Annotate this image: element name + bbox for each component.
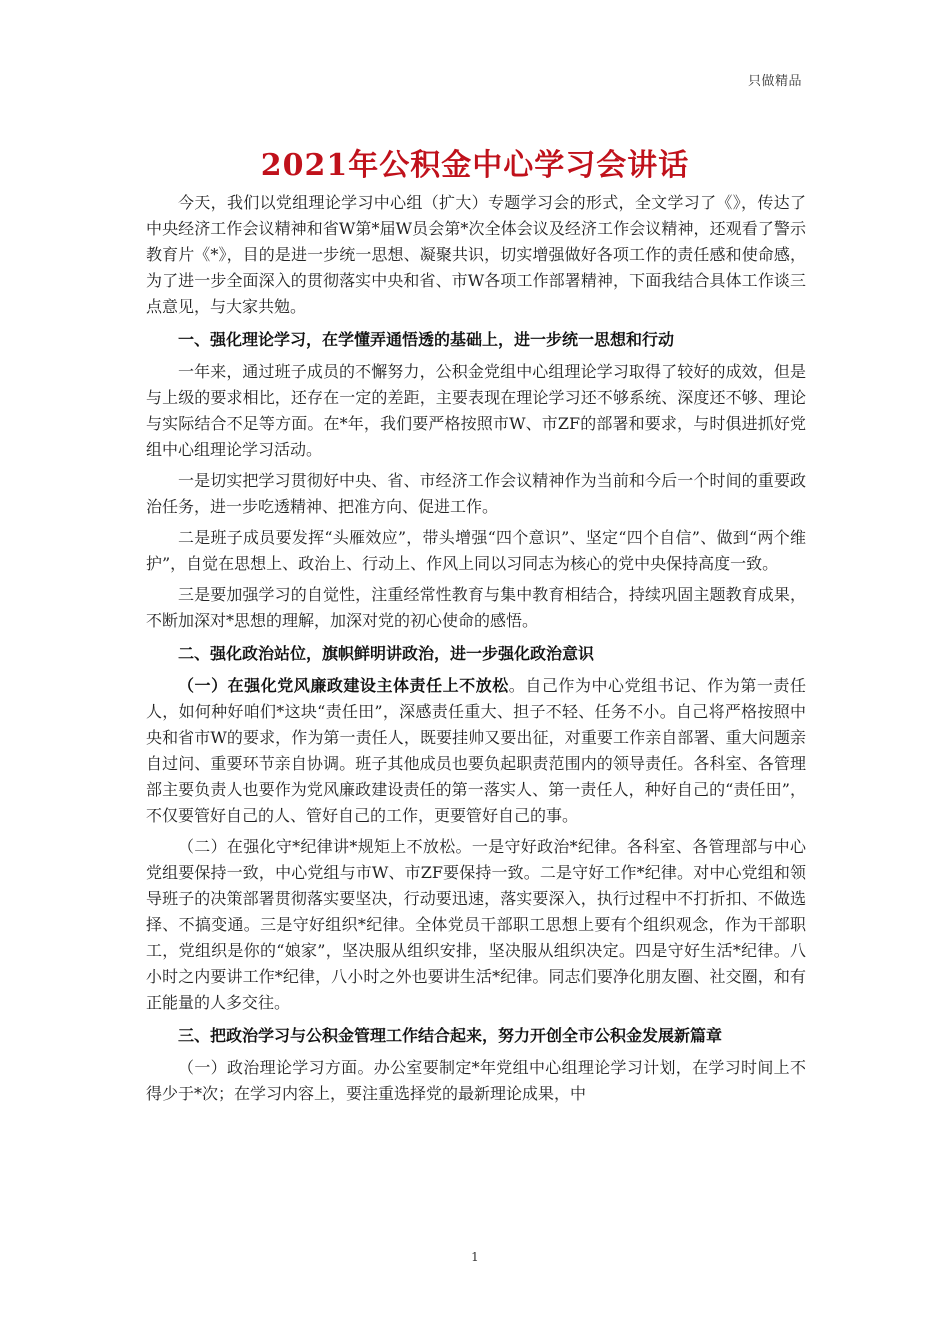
header-mark: 只做精品 xyxy=(747,74,802,89)
section-2-heading: 二、强化政治站位，旗帜鲜明讲政治，进一步强化政治意识 xyxy=(178,644,595,663)
section-1-point-2: 二是班子成员要发挥“头雁效应”，带头增强“四个意识”、坚定“四个自信”、做到“两个维护”，自觉在思想上、政治上、行动上、作风上同以习同志为核心的党中央保持高度一致。 xyxy=(146,528,806,573)
section-3-paragraph-1: （一）政治理论学习方面。办公室要制定*年党组中心组理论学习计划，在学习时间上不得少于*次；在学习内容上，要注重选择党的最新理论成果，中 xyxy=(146,1058,806,1103)
section-2-paragraph-1 xyxy=(146,673,806,829)
document-title: 2021年公积金中心学习会讲话 xyxy=(260,148,690,183)
section-2-paragraph-1-text: 。自己作为中心党组书记、作为第一责任人，如何种好咱们*这块“责任田”，深感责任重大、担子不轻、任务不小。自己将严格按照中央和省市W的要求，作为第一责任人，既要挂帅又要出征，对重要工作亲自部署、重大问题亲自过问、重要环节亲自协调。班子其他成员也要负起职责范围内的领导责任。各科室、各管理部主要负责人也要作为党风廉政建设责任的第一落实人、第一责任人，种好自己的“责任田”，不仅要管好自己的人、管好自己的工作，更要管好自己的事。 xyxy=(146,676,806,825)
section-1-point-1: 一是切实把学习贯彻好中央、省、市经济工作会议精神作为当前和今后一个时间的重要政治任务，进一步吃透精神、把准方向、促进工作。 xyxy=(146,471,806,516)
section-1-heading: 一、强化理论学习，在学懂弄通悟透的基础上，进一步统一思想和行动 xyxy=(178,330,675,349)
section-3-heading: 三、把政治学习与公积金管理工作结合起来，努力开创全市公积金发展新篇章 xyxy=(178,1026,723,1045)
document-body xyxy=(146,190,806,1107)
intro-paragraph: 今天，我们以党组理论学习中心组（扩大）专题学习会的形式，全文学习了《》，传达了中央经济工作会议精神和省W第*届W员会第*次全体会议及经济工作会议精神，还观看了警示教育片《*》，目的是进一步统一思想、凝聚共识，切实增强做好各项工作的责任感和使命感，为了进一步全面深入的贯彻落实中央和省、市W各项工作部署精神，下面我结合具体工作谈三点意见，与大家共勉。 xyxy=(146,193,806,316)
section-2-paragraph-2: （二）在强化守*纪律讲*规矩上不放松。一是守好政治*纪律。各科室、各管理部与中心党组要保持一致，中心党组与市W、市ZF要保持一致。二是守好工作*纪律。对中心党组和领导班子的决策部署贯彻落实要坚决，行动要迅速，落实要深入，执行过程中不打折扣、不做选择、不搞变通。三是守好组织*纪律。全体党员干部职工思想上要有个组织观念，作为干部职工，党组织是你的“娘家”，坚决服从组织安排，坚决服从组织决定。四是守好生活*纪律。八小时之内要讲工作*纪律，八小时之外也要讲生活*纪律。同志们要净化朋友圈、社交圈，和有正能量的人多交往。 xyxy=(146,837,806,1012)
section-2-subheading: （一）在强化党风廉政建设主体责任上不放松 xyxy=(178,676,509,695)
section-1-paragraph: 一年来，通过班子成员的不懈努力，公积金党组中心组理论学习取得了较好的成效，但是与上级的要求相比，还存在一定的差距，主要表现在理论学习还不够系统、深度还不够、理论与实际结合不足等方面。在*年，我们要严格按照市W、市ZF的部署和要求，与时俱进抓好党组中心组理论学习活动。 xyxy=(146,362,806,459)
section-1-point-3: 三是要加强学习的自觉性，注重经常性教育与集中教育相结合，持续巩固主题教育成果，不断加深对*思想的理解，加深对党的初心使命的感悟。 xyxy=(146,585,806,630)
page-number: 1 xyxy=(471,1250,479,1264)
